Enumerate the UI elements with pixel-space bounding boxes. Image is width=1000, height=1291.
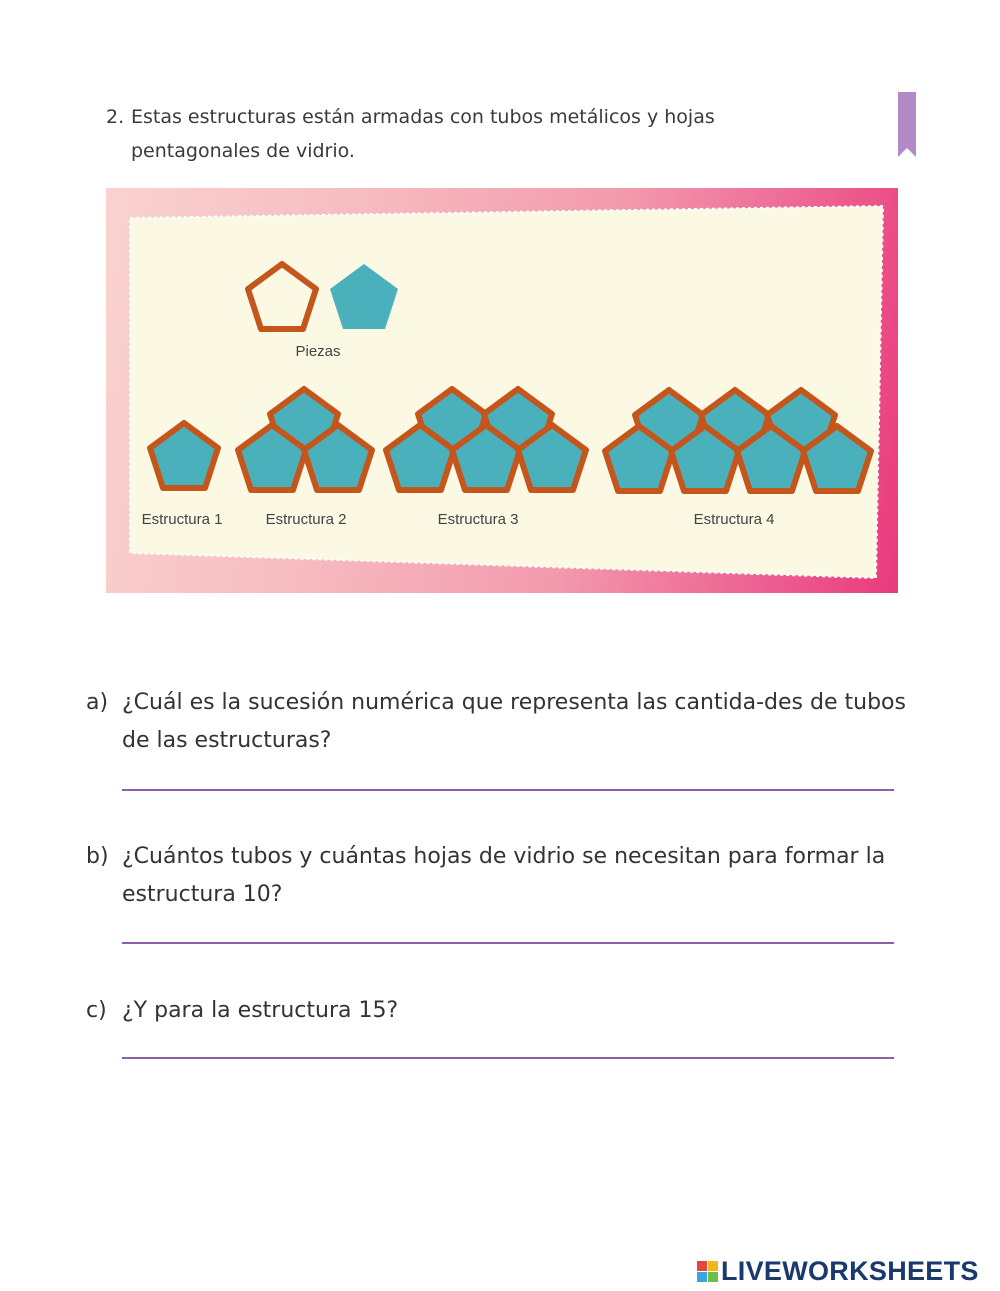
question-c-text: ¿Y para la estructura 15? <box>122 998 399 1023</box>
question-c-letter: c) <box>86 998 107 1023</box>
answer-line-a[interactable] <box>122 789 894 791</box>
structure-1-label: Estructura 1 <box>141 511 223 528</box>
exercise-intro <box>106 100 806 168</box>
question-a-text: ¿Cuál es la sucesión numérica que representa las cantida-des de tubos de las estructuras? <box>122 690 906 753</box>
question-c <box>86 992 906 1030</box>
bookmark-tab <box>898 92 916 148</box>
question-a-letter: a) <box>86 690 109 715</box>
structures-illustration <box>106 188 898 593</box>
exercise-number: 2. <box>106 106 125 128</box>
pieces-label: Piezas <box>295 343 341 360</box>
question-b-letter: b) <box>86 844 109 869</box>
intro-line-2: pentagonales de vidrio. <box>131 140 355 162</box>
question-a <box>86 684 906 760</box>
structure-4-label: Estructura 4 <box>693 511 775 528</box>
structures-figure <box>106 188 898 593</box>
answer-line-b[interactable] <box>122 942 894 944</box>
question-b-text: ¿Cuántos tubos y cuántas hojas de vidrio se necesitan para formar la estructura 10? <box>122 844 886 907</box>
liveworksheets-grid-icon <box>697 1261 718 1282</box>
structure-2-label: Estructura 2 <box>265 511 347 528</box>
structure-3-label: Estructura 3 <box>437 511 519 528</box>
question-b <box>86 838 906 914</box>
answer-line-c[interactable] <box>122 1057 894 1059</box>
liveworksheets-logo <box>697 1256 979 1286</box>
brand-text: LIVEWORKSHEETS <box>721 1255 979 1286</box>
intro-line-1: Estas estructuras están armadas con tubos metálicos y hojas <box>131 106 715 128</box>
